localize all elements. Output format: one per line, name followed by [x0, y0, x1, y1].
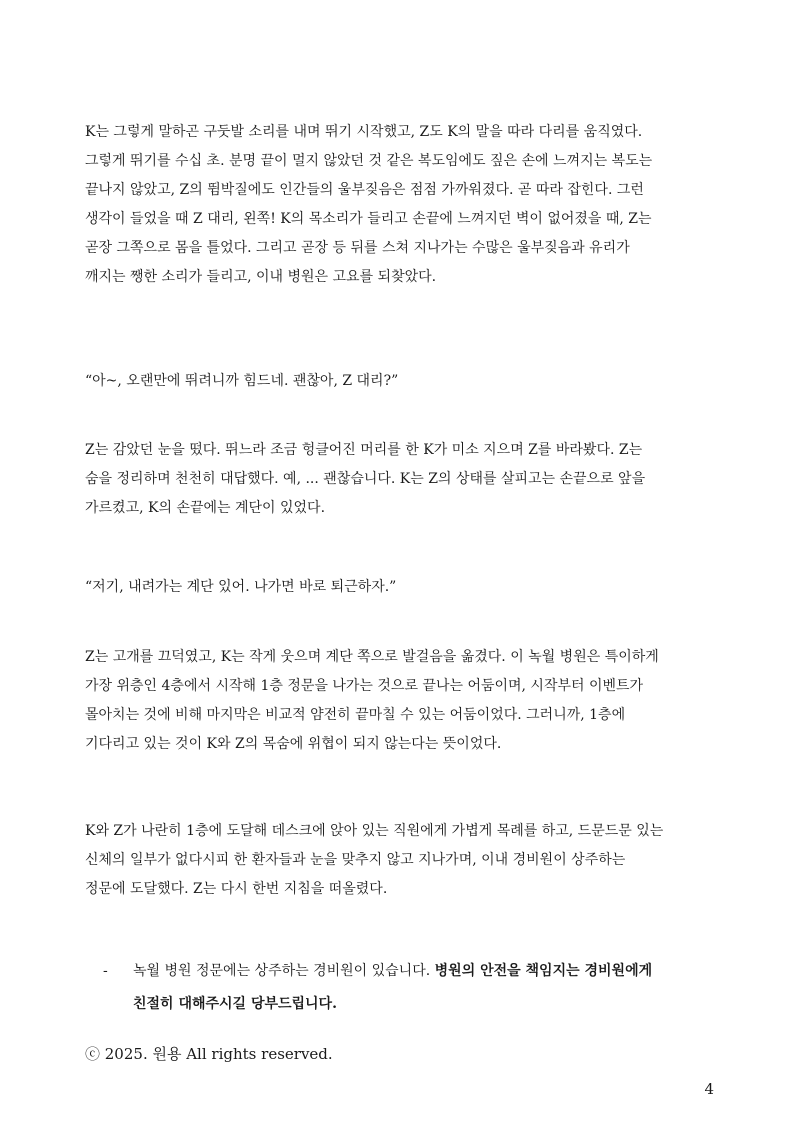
text-line: 그렇게 뛰기를 수십 초. 분명 끝이 멀지 않았던 것 같은 복도임에도 짚은 손에 느껴지는 복도는 — [85, 153, 653, 169]
guideline-plain: 녹월 병원 정문에는 상주하는 경비원이 있습니다. — [133, 963, 435, 979]
text-line: 정문에 도달했다. Z는 다시 한번 지침을 떠올렸다. — [85, 881, 388, 897]
paragraph-1 — [85, 118, 725, 292]
guideline-emphasis-1: 병원의 안전을 책임지는 경비원에게 — [434, 963, 653, 979]
text-line: 깨지는 쨍한 소리가 들리고, 이내 병원은 고요를 되찾았다. — [85, 269, 437, 285]
paragraph-5 — [85, 643, 725, 759]
text-line: “아~, 오랜만에 뛰려니까 힘드네. 괜찮아, Z 대리?” — [85, 373, 399, 389]
page-number: 4 — [704, 1080, 714, 1098]
text-line: 생각이 들었을 때 Z 대리, 왼쪽! K의 목소리가 들리고 손끝에 느껴지던 벽이 없어졌을 때, Z는 — [85, 211, 652, 227]
paragraph-3 — [85, 436, 725, 523]
text-line: 곧장 그쪽으로 몸을 틀었다. 그리고 곧장 등 뒤를 스쳐 지나가는 수많은 울부짖음과 유리가 — [85, 240, 630, 256]
guideline-text — [133, 955, 652, 1021]
text-line: Z는 고개를 끄덕였고, K는 작게 웃으며 계단 쪽으로 발걸음을 옮겼다. 이 녹월 병원은 특이하게 — [85, 649, 659, 665]
text-line: K와 Z가 나란히 1층에 도달해 데스크에 앉아 있는 직원에게 가볍게 목례를 하고, 드문드문 있는 — [85, 823, 664, 839]
text-line: 끝나지 않았고, Z의 뜀박질에도 인간들의 울부짖음은 점점 가까워졌다. 곧 따라 잡힌다. 그런 — [85, 182, 644, 198]
text-line: Z는 감았던 눈을 떴다. 뛰느라 조금 헝클어진 머리를 한 K가 미소 지으며 Z를 바라봤다. Z는 — [85, 442, 643, 458]
text-line: 몰아치는 것에 비해 마지막은 비교적 얌전히 끝마칠 수 있는 어둠이었다. 그러니까, 1층에 — [85, 707, 626, 723]
guideline-line-1 — [133, 955, 652, 988]
text-line: 신체의 일부가 없다시피 한 환자들과 눈을 맞추지 않고 지나가며, 이내 경비원이 상주하는 — [85, 852, 626, 868]
text-line: K는 그렇게 말하곤 구둣발 소리를 내며 뛰기 시작했고, Z도 K의 말을 따라 다리를 움직였다. — [85, 124, 643, 140]
text-line: 숨을 정리하며 천천히 대답했다. 예, ... 괜찮습니다. K는 Z의 상태를 살피고는 손끝으로 앞을 — [85, 471, 646, 487]
guideline-emphasis-2: 친절히 대해주시길 당부드립니다. — [133, 996, 337, 1012]
paragraph-2-dialogue — [85, 367, 725, 396]
paragraph-6 — [85, 817, 725, 904]
text-line: 기다리고 있는 것이 K와 Z의 목숨에 위협이 되지 않는다는 뜻이었다. — [85, 736, 502, 752]
paragraph-4-dialogue — [85, 573, 725, 602]
text-line: 가르켰고, K의 손끝에는 계단이 있었다. — [85, 500, 326, 516]
copyright-notice: ⓒ 2025. 원용 All rights reserved. — [85, 1045, 333, 1063]
guideline-line-2 — [133, 988, 652, 1021]
text-line: 가장 위층인 4층에서 시작해 1층 정문을 나가는 것으로 끝나는 어둠이며, 시작부터 이벤트가 — [85, 678, 644, 694]
text-line: “저기, 내려가는 계단 있어. 나가면 바로 퇴근하자.” — [85, 579, 397, 595]
list-dash: - — [103, 963, 108, 979]
